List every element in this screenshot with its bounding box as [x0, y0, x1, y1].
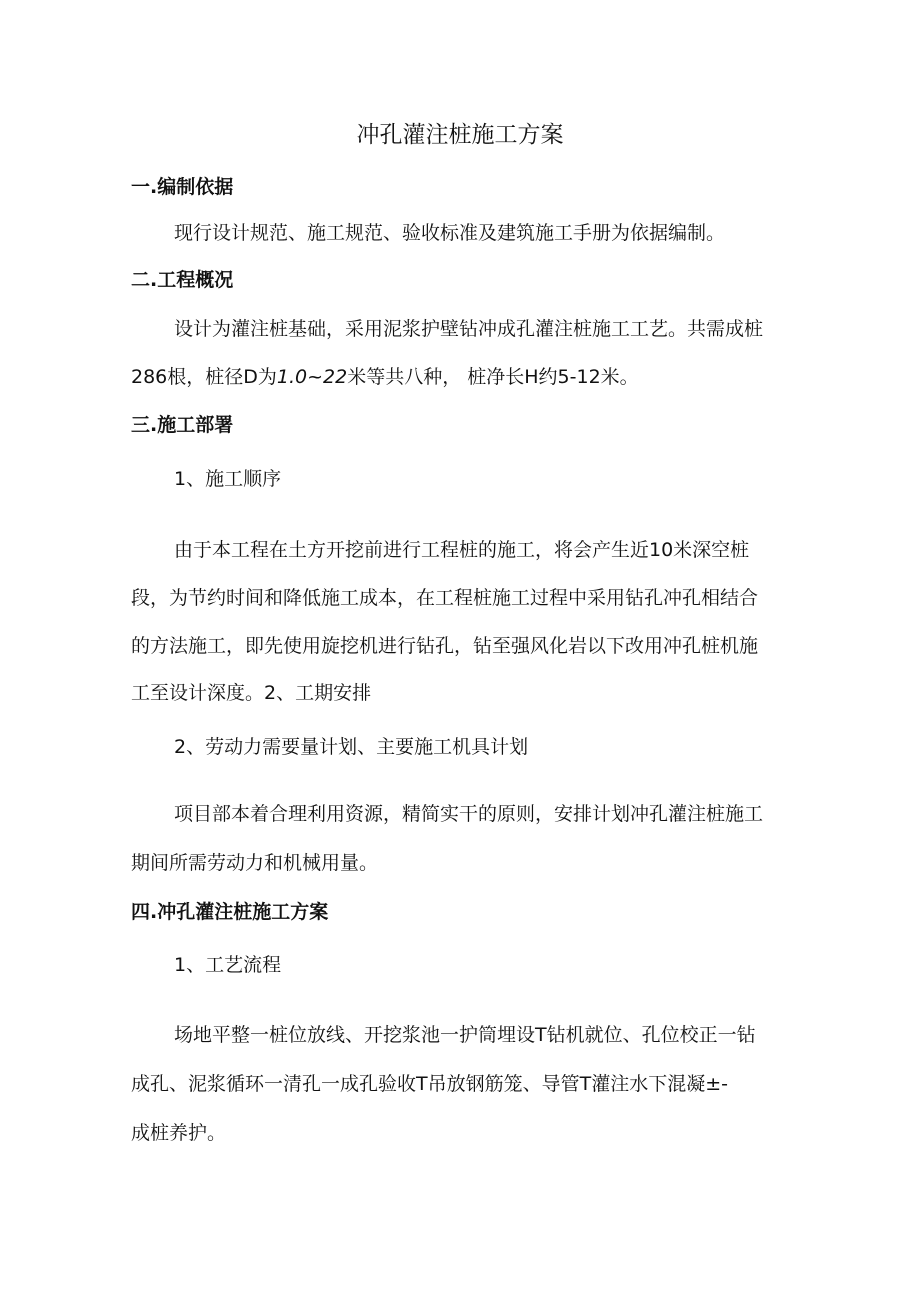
- subheading-process-flow: 1、工艺流程: [174, 954, 282, 976]
- subheading-labor-plan: 2、劳动力需要量计划、主要施工机具计划: [174, 736, 529, 758]
- paragraph-line: 成孔、泥浆循环一清孔一成孔验收T吊放钢筋笼、导管T灌注水下混凝±-: [131, 1073, 728, 1095]
- paragraph-line: 的方法施工，即先使用旋挖机进行钻孔，钻至强风化岩以下改用冲孔桩机施: [131, 635, 759, 657]
- paragraph-line: 期间所需劳动力和机械用量。: [131, 852, 379, 874]
- paragraph-line: [131, 363, 639, 391]
- paragraph-line: 由于本工程在土方开挖前进行工程桩的施工，将会产生近10米深空桩: [174, 539, 750, 561]
- subheading-sequence: 1、施工顺序: [174, 468, 282, 490]
- paragraph-line: 段，为节约时间和降低施工成本，在工程桩施工过程中采用钻孔冲孔相结合: [131, 587, 759, 609]
- paragraph-line: 工至设计深度。2、工期安排: [131, 682, 372, 704]
- text-run: 286根，桩径D为: [131, 366, 277, 388]
- paragraph-line: 项目部本着合理利用资源，精简实干的原则，安排计划冲孔灌注桩施工: [174, 803, 764, 825]
- section-heading-deployment: 三.施工部署: [131, 414, 234, 436]
- document-title: 冲孔灌注桩施工方案: [356, 122, 564, 148]
- paragraph-line: 场地平整一桩位放线、开挖浆池一护筒埋设T钻机就位、孔位校正一钻: [174, 1024, 756, 1046]
- paragraph-line: 成桩养护。: [131, 1122, 227, 1144]
- italic-range: 1.0~22: [276, 366, 348, 388]
- text-run: 米等共八种， 桩净长H约5-12米。: [347, 366, 639, 388]
- paragraph-line: 设计为灌注桩基础，采用泥浆护壁钻冲成孔灌注桩施工工艺。共需成桩: [174, 318, 764, 340]
- section-heading-construction-plan: 四.冲孔灌注桩施工方案: [131, 901, 329, 923]
- section-heading-basis: 一.编制依据: [131, 176, 234, 198]
- section-heading-overview: 二.工程概况: [131, 269, 234, 291]
- paragraph-line: 现行设计规范、施工规范、验收标准及建筑施工手册为依据编制。: [174, 222, 726, 244]
